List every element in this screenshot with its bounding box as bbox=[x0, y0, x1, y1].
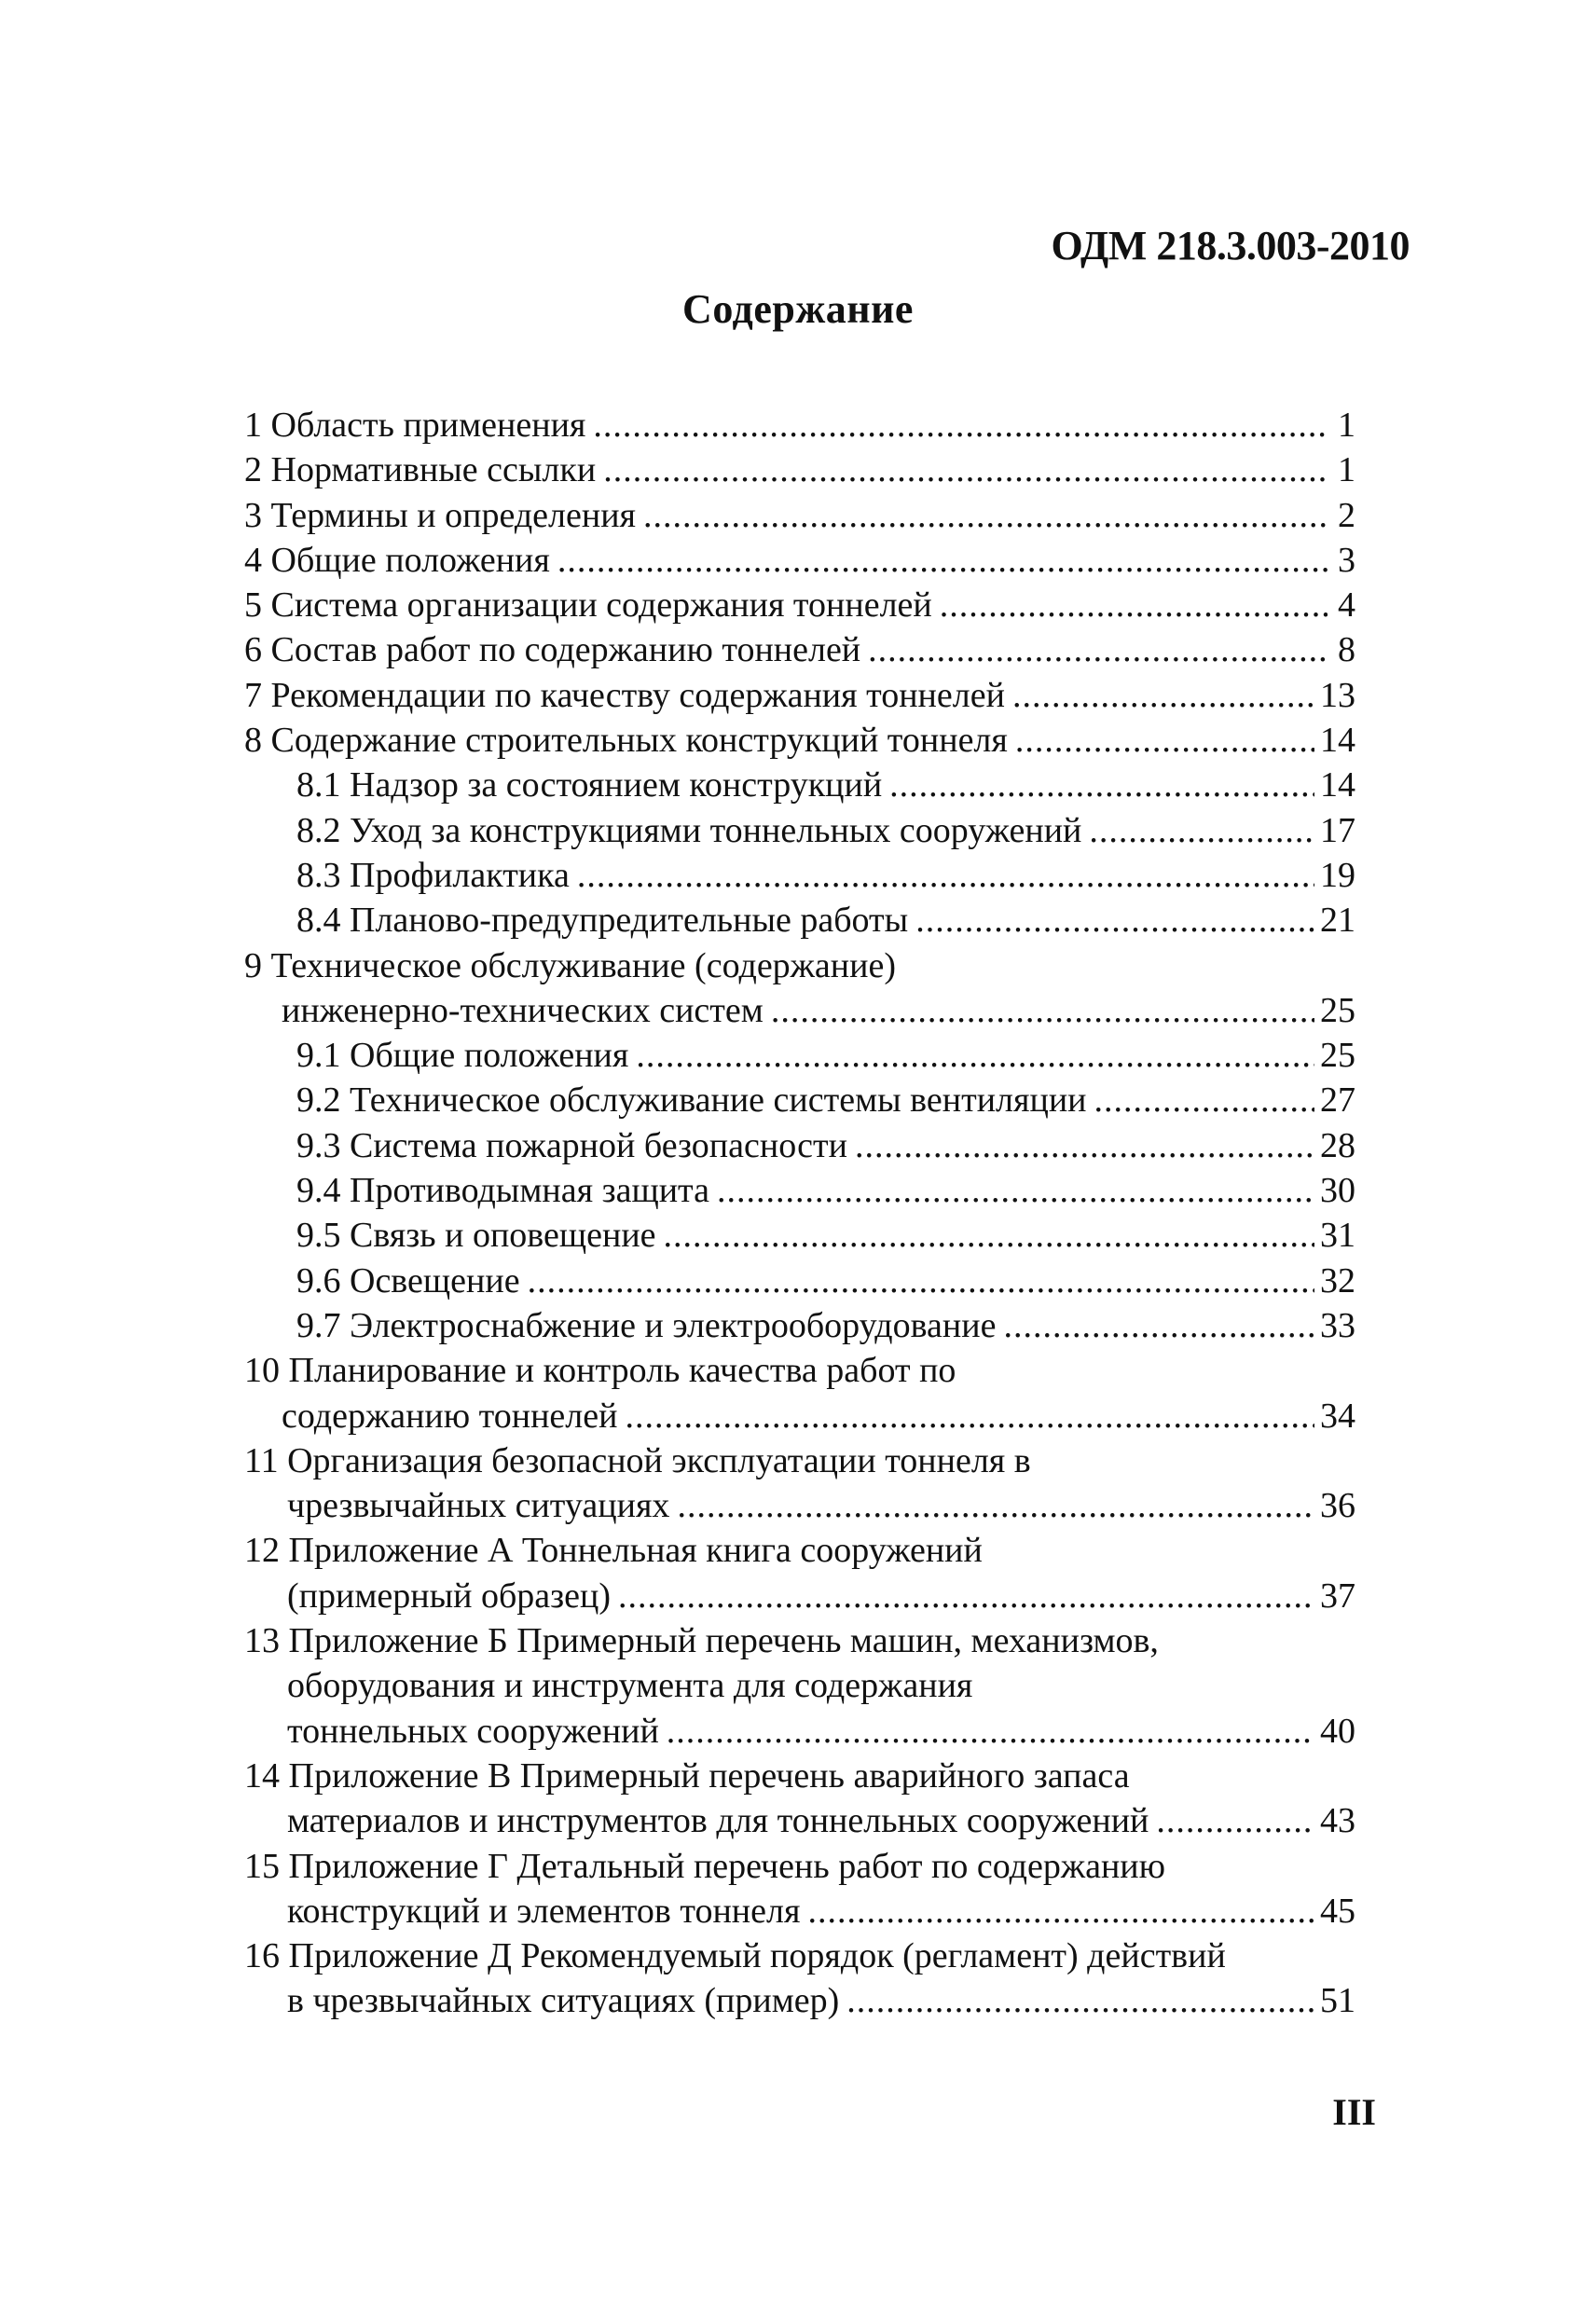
toc-entry-label: 8.2 Уход за конструкциями тоннельных сооружений bbox=[296, 810, 1082, 850]
dot-leader bbox=[677, 1483, 1314, 1528]
toc-entry-label: материалов и инструментов для тоннельных сооружений bbox=[287, 1801, 1149, 1841]
toc-entry[interactable] bbox=[244, 673, 1355, 718]
document-code: ОДМ 218.3.003-2010 bbox=[1051, 223, 1410, 268]
toc-entry-label: оборудования и инструмента для содержания bbox=[287, 1666, 973, 1706]
toc-entry[interactable] bbox=[244, 1618, 1355, 1663]
toc-entry-label: 3 Термины и определения bbox=[244, 495, 637, 535]
dot-leader bbox=[846, 1978, 1314, 2023]
toc-entry-page: 31 bbox=[1320, 1216, 1355, 1256]
dot-leader bbox=[577, 853, 1314, 898]
toc-entry[interactable] bbox=[244, 718, 1355, 763]
dot-leader bbox=[664, 1213, 1314, 1258]
dot-leader bbox=[636, 1033, 1314, 1078]
toc-entry-page: 2 bbox=[1338, 495, 1355, 535]
toc-entry-page: 4 bbox=[1338, 585, 1355, 626]
toc-entry[interactable] bbox=[244, 493, 1355, 538]
dot-leader bbox=[940, 583, 1328, 627]
toc-entry-label: 7 Рекомендации по качеству содержания тоннелей bbox=[244, 675, 1005, 715]
toc-entry-continuation[interactable] bbox=[244, 1483, 1355, 1528]
toc-entry[interactable] bbox=[244, 1754, 1355, 1798]
dot-leader bbox=[1015, 718, 1314, 763]
toc-entry-continuation bbox=[244, 1663, 1355, 1708]
dot-leader bbox=[807, 1889, 1314, 1934]
toc-entry-page: 51 bbox=[1320, 1981, 1355, 2021]
toc-subentry[interactable] bbox=[244, 1168, 1355, 1213]
toc-entry-label: 8 Содержание строительных конструкций тоннеля bbox=[244, 721, 1008, 761]
toc-subentry[interactable] bbox=[244, 1303, 1355, 1348]
dot-leader bbox=[868, 627, 1328, 672]
dot-leader bbox=[603, 447, 1328, 492]
page-number: III bbox=[1332, 2091, 1376, 2133]
toc-title: Содержание bbox=[682, 286, 914, 332]
toc-subentry[interactable] bbox=[244, 1033, 1355, 1078]
toc-entry[interactable] bbox=[244, 447, 1355, 492]
toc-entry-label: 9.1 Общие положения bbox=[296, 1036, 629, 1076]
toc-subentry[interactable] bbox=[244, 853, 1355, 898]
dot-leader bbox=[889, 763, 1314, 807]
toc-entry-label: 2 Нормативные ссылки bbox=[244, 450, 597, 490]
dot-leader bbox=[717, 1168, 1314, 1213]
toc-subentry[interactable] bbox=[244, 808, 1355, 853]
toc-entry[interactable] bbox=[244, 1528, 1355, 1573]
toc-entry-page: 25 bbox=[1320, 1036, 1355, 1076]
toc-entry-label: конструкций и элементов тоннеля bbox=[287, 1891, 801, 1931]
toc-entry-continuation[interactable] bbox=[244, 1889, 1355, 1934]
dot-leader bbox=[1003, 1303, 1314, 1348]
toc-entry[interactable] bbox=[244, 1348, 1355, 1393]
toc-entry[interactable] bbox=[244, 1934, 1355, 1978]
toc-entry-label: 8.3 Профилактика bbox=[296, 855, 570, 895]
toc-entry-page: 1 bbox=[1338, 450, 1355, 490]
dot-leader bbox=[528, 1259, 1314, 1303]
dot-leader bbox=[1094, 1078, 1315, 1122]
toc-entry-page: 21 bbox=[1320, 901, 1355, 941]
dot-leader bbox=[855, 1123, 1314, 1168]
toc-entry-continuation[interactable] bbox=[244, 988, 1355, 1033]
toc-entry-page: 30 bbox=[1320, 1171, 1355, 1211]
toc-entry-continuation[interactable] bbox=[244, 1978, 1355, 2023]
toc-entry-page: 43 bbox=[1320, 1801, 1355, 1841]
toc-entry-page: 25 bbox=[1320, 990, 1355, 1030]
toc-entry-label: 8.4 Планово-предупредительные работы bbox=[296, 901, 909, 941]
toc-subentry[interactable] bbox=[244, 1213, 1355, 1258]
toc-entry-page: 13 bbox=[1320, 675, 1355, 715]
toc-entry-page: 14 bbox=[1320, 721, 1355, 761]
toc-entry-label: 6 Состав работ по содержанию тоннелей bbox=[244, 630, 861, 670]
toc-entry-label: 16 Приложение Д Рекомендуемый порядок (регламент) действий bbox=[244, 1936, 1226, 1976]
toc-entry-continuation[interactable] bbox=[244, 1709, 1355, 1754]
toc-entry-page: 37 bbox=[1320, 1576, 1355, 1616]
toc-entry-label: 9.6 Освещение bbox=[296, 1260, 520, 1300]
toc-entry-label: инженерно-технических систем bbox=[282, 990, 764, 1030]
toc-entry[interactable] bbox=[244, 583, 1355, 627]
toc-entry-continuation[interactable] bbox=[244, 1798, 1355, 1843]
toc-entry-label: в чрезвычайных ситуациях (пример) bbox=[287, 1981, 840, 2021]
dot-leader bbox=[625, 1394, 1314, 1438]
table-of-contents bbox=[244, 403, 1355, 2024]
dot-leader bbox=[915, 898, 1314, 943]
toc-entry-page: 1 bbox=[1338, 406, 1355, 445]
toc-entry[interactable] bbox=[244, 538, 1355, 583]
dot-leader bbox=[1012, 673, 1314, 718]
toc-entry-label: 1 Область применения bbox=[244, 406, 586, 445]
toc-entry-label: тоннельных сооружений bbox=[287, 1711, 659, 1751]
toc-entry-page: 14 bbox=[1320, 765, 1355, 805]
toc-entry[interactable] bbox=[244, 403, 1355, 447]
toc-entry-label: 14 Приложение В Примерный перечень аварийного запаса bbox=[244, 1755, 1130, 1796]
toc-entry-page: 3 bbox=[1338, 540, 1355, 580]
toc-entry-label: 15 Приложение Г Детальный перечень работ по содержанию bbox=[244, 1846, 1165, 1886]
toc-entry-label: 9.4 Противодымная защита bbox=[296, 1171, 709, 1211]
toc-entry-label: 4 Общие положения bbox=[244, 540, 550, 580]
toc-entry-label: 5 Система организации содержания тоннелей bbox=[244, 585, 932, 626]
toc-subentry[interactable] bbox=[244, 763, 1355, 807]
toc-entry-label: 12 Приложение А Тоннельная книга сооружений bbox=[244, 1531, 983, 1571]
toc-entry-label: 9.7 Электроснабжение и электрооборудование bbox=[296, 1305, 997, 1345]
toc-entry-page: 32 bbox=[1320, 1260, 1355, 1300]
toc-subentry[interactable] bbox=[244, 1078, 1355, 1122]
dot-leader bbox=[557, 538, 1328, 583]
toc-entry-label: 9 Техническое обслуживание (содержание) bbox=[244, 945, 896, 985]
dot-leader bbox=[667, 1709, 1314, 1754]
dot-leader bbox=[771, 988, 1314, 1033]
toc-entry-page: 34 bbox=[1320, 1396, 1355, 1436]
dot-leader bbox=[1089, 808, 1314, 853]
toc-entry-label: 13 Приложение Б Примерный перечень машин, механизмов, bbox=[244, 1621, 1159, 1661]
toc-subentry[interactable] bbox=[244, 1259, 1355, 1303]
toc-entry-page: 36 bbox=[1320, 1486, 1355, 1526]
toc-entry[interactable] bbox=[244, 1438, 1355, 1483]
toc-entry-label: чрезвычайных ситуациях bbox=[287, 1486, 670, 1526]
toc-entry-label: 10 Планирование и контроль качества работ по bbox=[244, 1351, 956, 1391]
toc-entry-page: 19 bbox=[1320, 855, 1355, 895]
toc-entry[interactable] bbox=[244, 1844, 1355, 1889]
toc-entry-page: 28 bbox=[1320, 1125, 1355, 1165]
toc-entry-label: 9.3 Система пожарной безопасности bbox=[296, 1125, 847, 1165]
toc-entry-label: 9.5 Связь и оповещение bbox=[296, 1216, 656, 1256]
toc-entry-page: 27 bbox=[1320, 1080, 1355, 1121]
toc-entry-label: 11 Организация безопасной эксплуатации тоннеля в bbox=[244, 1440, 1031, 1480]
dot-leader bbox=[1156, 1798, 1314, 1843]
toc-subentry[interactable] bbox=[244, 1123, 1355, 1168]
toc-entry-page: 17 bbox=[1320, 810, 1355, 850]
toc-entry-label: содержанию тоннелей bbox=[282, 1396, 618, 1436]
toc-entry-page: 40 bbox=[1320, 1711, 1355, 1751]
toc-entry-continuation[interactable] bbox=[244, 1394, 1355, 1438]
toc-entry-page: 33 bbox=[1320, 1305, 1355, 1345]
dot-leader bbox=[643, 493, 1328, 538]
toc-entry-label: 9.2 Техническое обслуживание системы вентиляции bbox=[296, 1080, 1087, 1121]
toc-entry-continuation[interactable] bbox=[244, 1574, 1355, 1618]
dot-leader bbox=[618, 1574, 1314, 1618]
toc-entry-label: 8.1 Надзор за состоянием конструкций bbox=[296, 765, 883, 805]
toc-entry[interactable] bbox=[244, 943, 1355, 988]
dot-leader bbox=[593, 403, 1328, 447]
toc-entry-page: 45 bbox=[1320, 1891, 1355, 1931]
toc-entry[interactable] bbox=[244, 627, 1355, 672]
toc-entry-page: 8 bbox=[1338, 630, 1355, 670]
toc-subentry[interactable] bbox=[244, 898, 1355, 943]
toc-entry-label: (примерный образец) bbox=[287, 1576, 612, 1616]
